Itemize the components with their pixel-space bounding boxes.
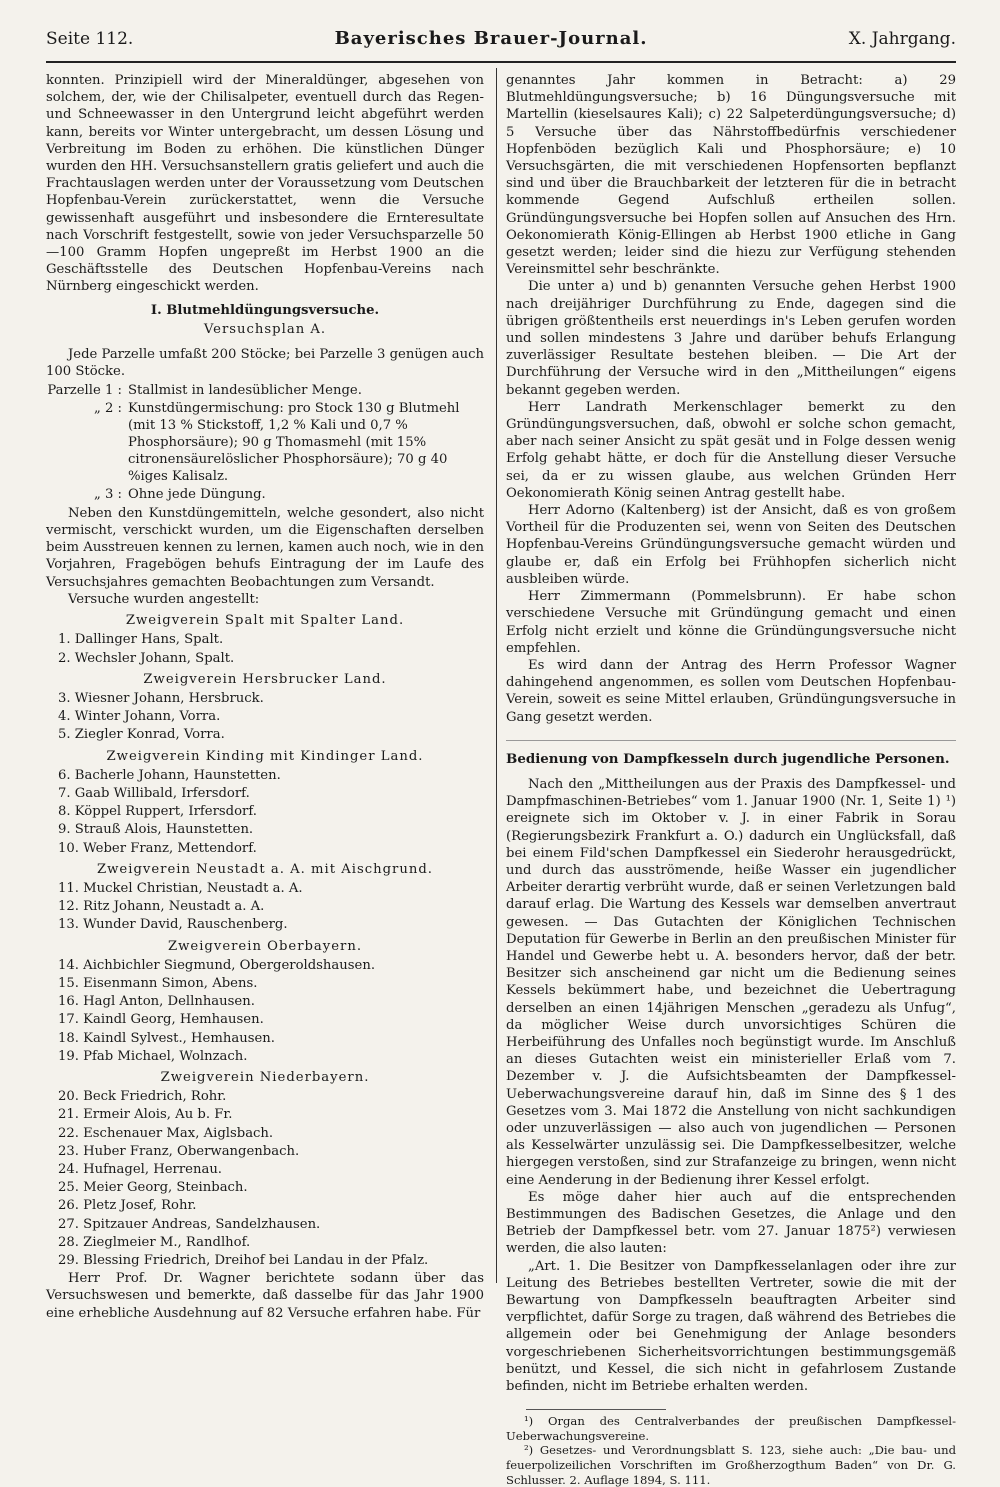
list-item: 4. Winter Johann, Vorra. (58, 709, 221, 725)
paragraph: Nach den „Mittheilungen aus der Praxis des Dampfkessel- und Dampfmaschinen-Betriebes“ vom 1. Januar 1900 (Nr. 1, Seite 1) ¹) ereignete sich im Oktober v. J. in einer Fabrik in Sorau (Regierungsbezirk Frankfurt a. O.) dadurch ein Unglücksfall, daß bei einem Fild'schen Dampfkessel ein Siederohr herausgedrückt, und durch das ausströmende, heiße Wasser ein jugendlicher Arbeiter derartig verbrüht wurde, daß er seinen Verletzungen bald darauf erlag. Die Wartung des Kessels war demselben anvertraut gewesen. — Das Gutachten der Königlichen Technischen Deputation für Gewerbe in Berlin an den preußischen Minister für Handel und Gewerbe hebt u. A. besonders hervor, daß der betr. Besitzer sich anscheinend gar nicht um die Bedienung seines Kessels bekümmert habe, und bezeichnet die Uebertragung derselben an einen 14jährigen Menschen „geradezu als Unfug“, da möglicher Weise durch unvorsichtiges Schüren die Herbeiführung des Unfalles noch begünstigt wurde. Im Anschluß an dieses Gutachten weist ein ministerieller Erlaß vom 7. Dezember v. J. die Aufsichtsbeamten der Dampfkessel-Ueberwachungsvereine darauf hin, daß im Sinne des § 1 des Gesetzes vom 3. Mai 1872 die Anstellung von nicht sachkundigen oder unzuverlässigen — also auch von jugendlichen — Personen als Kesselwärter unzulässig sei. Die Dampfkesselbesitzer, welche hiergegen verstoßen, sind zur Strafanzeige zu bringen, wenn nicht eine Aenderung in der Bedienung ihrer Kessel erfolgt. (506, 776, 956, 1188)
list-item: 17. Kaindl Georg, Hemhausen. (58, 1012, 264, 1028)
plan-item (46, 486, 484, 503)
list-item: 18. Kaindl Sylvest., Hemhausen. (58, 1030, 275, 1046)
plan-text: Ohne jede Düngung. (128, 486, 266, 502)
section-kinding (46, 748, 484, 857)
list-item: 3. Wiesner Johann, Hersbruck. (58, 690, 264, 706)
list-item: 1. Dallinger Hans, Spalt. (58, 632, 224, 648)
left-column (46, 72, 484, 1322)
list-item: 19. Pfab Michael, Wolnzach. (58, 1048, 248, 1064)
list-item: 25. Meier Georg, Steinbach. (58, 1180, 248, 1196)
list-item: 10. Weber Franz, Mettendorf. (58, 840, 257, 856)
volume-label: X. Jahrgang. (848, 29, 956, 49)
list-item: 14. Aichbichler Siegmund, Obergeroldshausen. (58, 957, 376, 973)
plan-label: „ 2 : (93, 400, 122, 416)
list-item: 29. Blessing Friedrich, Dreihof bei Landau in der Pfalz. (58, 1253, 429, 1268)
plan-text: Stallmist in landesüblicher Menge. (128, 383, 362, 399)
paragraph: Die unter a) und b) genannten Versuche gehen Herbst 1900 nach dreijähriger Durchführung zu Ende, dagegen sind die übrigen größtentheils erst neuerdings in's Leben gerufen worden und sollen mindestens 3 Jahre und darüber behufs Erlangung zuverlässiger Resultate bestehen bleiben. — Die Art der Durchführung der Versuche wird in den „Mittheilungen“ eigens bekannt gegeben werden. (506, 279, 956, 398)
page (46, 28, 956, 1487)
footnote-separator (526, 1409, 666, 1410)
list-item: 27. Spitzauer Andreas, Sandelzhausen. (58, 1216, 321, 1232)
list-item: 11. Muckel Christian, Neustadt a. A. (58, 880, 303, 896)
footnote: ¹) Organ des Centralverbandes der preußischen Dampfkessel-Ueberwachungsvereine. (506, 1414, 956, 1443)
plan-label: Parzelle 1 : (47, 383, 122, 399)
page-number: Seite 112. (46, 29, 134, 49)
list-item: 26. Pletz Josef, Rohr. (58, 1198, 197, 1214)
paragraph: Herr Prof. Dr. Wagner berichtete sodann über das Versuchswesen und bemerkte, daß dasselbe für das Jahr 1900 eine erhebliche Ausdehnung auf 82 Versuche erfahren habe. Für (46, 1271, 484, 1321)
list-item: 21. Ermeir Alois, Au b. Fr. (58, 1107, 233, 1123)
list-item: 12. Ritz Johann, Neustadt a. A. (58, 899, 265, 915)
plan-label: „ 3 : (93, 486, 122, 502)
list-item: 28. Zieglmeier M., Randlhof. (58, 1234, 251, 1250)
list-item: 5. Ziegler Konrad, Vorra. (58, 727, 225, 743)
journal-title: Bayerisches Brauer-Journal. (334, 28, 648, 49)
right-column (506, 72, 956, 1487)
section-title: Zweigverein Spalt mit Spalter Land. (125, 613, 405, 629)
article-heading: Bedienung von Dampfkesseln durch jugendliche Personen. (506, 740, 956, 768)
section-title: Zweigverein Oberbayern. (167, 938, 363, 954)
list-item: 24. Hufnagel, Herrenau. (58, 1161, 223, 1177)
paragraph: Herr Zimmermann (Pommelsbrunn). Er habe schon verschiedene Versuche mit Gründüngung gemacht und einen Erfolg nicht erzielt und könne die Gründüngungsversuche nicht empfehlen. (506, 589, 956, 656)
plan-item (46, 382, 484, 399)
paragraph: „Art. 1. Die Besitzer von Dampfkesselanlagen oder ihre zur Leitung des Betriebes bestellten Vertreter, sowie die mit der Bewartung von Dampfkesseln beauftragten Arbeiter sind verpflichtet, dafür Sorge zu tragen, daß während des Betriebes die allgemein oder bei Genehmigung der Anlage besonders vorgeschriebenen Sicherheitsvorrichtungen bestimmungsgemäß benützt, und Kessel, die sich nicht in gefahrlosem Zustande befinden, nicht im Betriebe erhalten werden. (506, 1258, 956, 1395)
paragraph: Jede Parzelle umfaßt 200 Stöcke; bei Parzelle 3 genügen auch 100 Stöcke. (46, 347, 484, 380)
list-item: 20. Beck Friedrich, Rohr. (58, 1089, 227, 1105)
section-spalt (46, 612, 484, 667)
list-item: 13. Wunder David, Rauschenberg. (58, 917, 288, 933)
paragraph: Es möge daher hier auch auf die entsprechenden Bestimmungen des Badischen Gesetzes, die Anlage und den Betrieb der Dampfkessel betr. vom 27. Januar 1875²) verwiesen werden, die also lauten: (506, 1189, 956, 1257)
list-item: 2. Wechsler Johann, Spalt. (58, 650, 235, 666)
plan-list (46, 382, 484, 502)
section-subheading: Versuchsplan A. (203, 321, 327, 337)
footnote: ²) Gesetzes- und Verordnungsblatt S. 123, siehe auch: „Die bau- und feuerpolizeilichen Vorschriften im Großherzogthum Baden“ von Dr. G. Schlusser. 2. Auflage 1894, S. 111. (506, 1443, 956, 1487)
paragraph: Herr Adorno (Kaltenberg) ist der Ansicht, daß es von großem Vortheil für die Produzenten sei, wenn von Seiten des Deutschen Hopfenbau-Vereins Gründüngungsversuche gemacht würden und glaube er, daß ein Erfolg bei Frühhopfen sicherlich nicht ausbleiben würde. (506, 503, 956, 587)
section-oberbayern (46, 938, 484, 1065)
paragraph: Herr Landrath Merkenschlager bemerkt zu den Gründüngungsversuchen, daß, obwohl er solche schon gemacht, aber nach seiner Ansicht zu spät gesät und in Folge dessen wenig Erfolg gehabt hätte, er doch für die Anstellung dieser Versuche sei, da er zu wissen glaube, aus welchen Gründen Herr Oekonomierath König seinen Antrag gestellt habe. (506, 399, 956, 501)
list-item: 15. Eisenmann Simon, Abens. (58, 975, 258, 991)
list-item: 9. Strauß Alois, Haunstetten. (58, 822, 254, 838)
intro-paragraph: konnten. Prinzipiell wird der Mineraldünger, abgesehen von solchem, der, wie der Chilisalpeter, eventuell durch das Regen- und Schneewasser in den Untergrund leicht abgeführt werden kann, bereits vor Winter untergebracht, um dessen Lösung und Verbreitung im Boden zu erhöhen. Die künstlichen Dünger wurden den HH. Versuchsanstellern gratis geliefert und auch die Frachtauslagen werden unter der Voraussetzung vom Deutschen Hopfenbau-Verein zurückerstattet, wenn die Versuche gewissenhaft ausgeführt und insbesondere die Ernteresultate nach Vorschrift festgestellt, sowie von jeder Versuchsparzelle 50—100 Gramm Hopfen ungepreßt im Herbst 1900 an die Geschäftsstelle des Deutschen Hopfenbau-Vereins nach Nürnberg eingeschickt werden. (46, 73, 484, 295)
list-item: 16. Hagl Anton, Dellnhausen. (58, 994, 255, 1010)
list-item: 23. Huber Franz, Oberwangenbach. (58, 1143, 300, 1159)
paragraph: Neben den Kunstdüngemitteln, welche gesondert, also nicht vermischt, verschickt wurden, um die Eigenschaften derselben beim Ausstreuen kennen zu lernen, kamen auch noch, wie in den Vorjahren, Fragebögen behufs Eintragung der im Laufe des Versuchsjahres gemachten Beobachtungen zum Versandt. (46, 505, 484, 590)
paragraph: Versuche wurden angestellt: (68, 591, 260, 607)
list-item: 7. Gaab Willibald, Irfersdorf. (58, 785, 250, 801)
plan-item (46, 400, 484, 486)
plan-text: Kunstdüngermischung: pro Stock 130 g Blutmehl (mit 13 % Stickstoff, 1,2 % Kali und 0,7 % Phosphorsäure); 90 g Thomasmehl (mit 15% citronensäurelöslicher Phosphorsäure); 70 g 40 %iges Kalisalz. (128, 400, 460, 485)
list-item: 8. Köppel Ruppert, Irfersdorf. (58, 804, 257, 820)
paragraph: genanntes Jahr kommen in Betracht: a) 29 Blutmehldüngungsversuche; b) 16 Düngungsversuche mit Martellin (kieselsaures Kali); c) 22 Salpeterdüngungsversuche; d) 5 Versuche über das Nährstoffbedürfnis verschiedener Hopfenböden bezüglich Kali und Phosphorsäure; e) 10 Versuchsgärten, die mit verschiedenen Hopfensorten bepflanzt sind und über die Brauchbarkeit der letzteren für die in betracht kommende Gegend Aufschluß ertheilen sollen. Gründüngungsversuche bei Hopfen sollen auf Ansuchen des Hrn. Oekonomierath König-Ellingen ab Herbst 1900 etliche in Gang gesetzt werden; leider sind die hiezu zur Verfügung stehenden Vereinsmittel sehr beschränkte. (506, 73, 956, 278)
list-item: 6. Bacherle Johann, Haunstetten. (58, 767, 281, 783)
list-item: 22. Eschenauer Max, Aiglsbach. (58, 1125, 274, 1141)
page-header (46, 28, 956, 63)
section-title: Zweigverein Niederbayern. (160, 1069, 370, 1085)
column-divider (496, 68, 497, 1283)
section-title: Zweigverein Neustadt a. A. mit Aischgrund. (96, 861, 433, 877)
section-heading: I. Blutmehldüngungsversuche. (150, 302, 380, 318)
paragraph: Es wird dann der Antrag des Herrn Professor Wagner dahingehend angenommen, es sollen vom Deutschen Hopfenbau-Verein, soweit es seine Mittel erlauben, Gründüngungsversuche in Gang gesetzt werden. (506, 657, 956, 725)
section-neustadt (46, 861, 484, 934)
section-title: Zweigverein Kinding mit Kindinger Land. (106, 748, 424, 764)
section-title: Zweigverein Hersbrucker Land. (143, 671, 387, 687)
section-hersbruck (46, 671, 484, 744)
section-niederbayern (46, 1069, 484, 1269)
